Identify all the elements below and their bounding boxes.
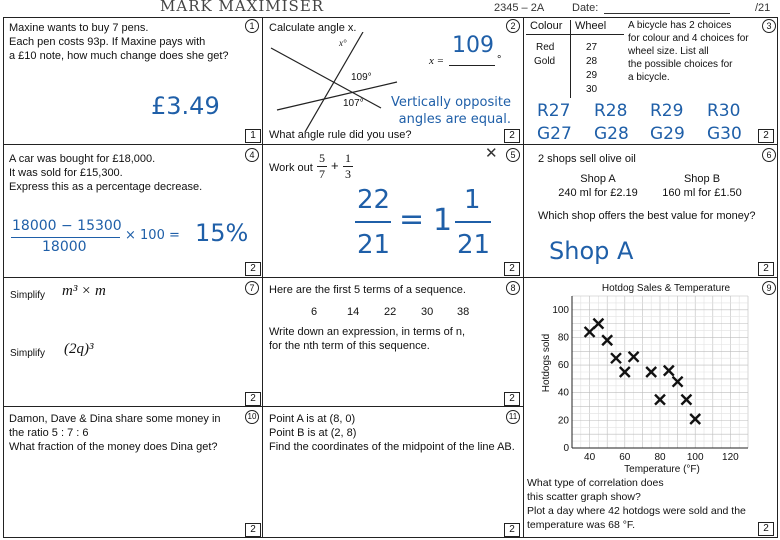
question-2-marks: 2 xyxy=(504,129,520,143)
answer-g30: G30 xyxy=(707,124,742,144)
question-10-text: Damon, Dave & Dina share some money in the ratio 5 : 7 : 6 What fraction of the money does Dina get? xyxy=(9,413,221,453)
question-1-number: 1 xyxy=(245,19,259,33)
question-9-marks: 2 xyxy=(758,522,774,536)
working-numerator: 18000 − 15300 xyxy=(12,218,122,234)
term-4: 30 xyxy=(421,306,434,318)
answer-r28: R28 xyxy=(594,101,628,121)
colour-red: Red xyxy=(536,42,555,53)
question-2-box xyxy=(262,17,524,145)
scatter-chart xyxy=(526,278,761,478)
term-5: 38 xyxy=(457,306,470,318)
answer-denominator: 21 xyxy=(357,230,391,260)
colour-gold: Gold xyxy=(534,56,556,67)
expression-1: m³ × m xyxy=(62,283,106,299)
date-line[interactable] xyxy=(604,13,730,14)
answer-line xyxy=(449,65,495,66)
term-2: 14 xyxy=(347,306,360,318)
question-6-answer: Shop A xyxy=(549,237,634,265)
term-1: 6 xyxy=(311,306,318,318)
question-8-marks: 2 xyxy=(504,392,520,406)
y-tick-label: 100 xyxy=(552,304,569,316)
answer-whole: 1 xyxy=(433,203,453,238)
question-11-marks: 2 xyxy=(504,523,520,537)
term-3: 22 xyxy=(384,306,397,318)
shop-b-offer: 160 ml for £1.50 xyxy=(662,187,742,199)
simplify-label-1: Simplify xyxy=(10,290,46,301)
y-axis-label: Hotdogs sold xyxy=(541,333,552,393)
chart-title: Hotdog Sales & Temperature xyxy=(601,283,731,294)
shop-a-offer: 240 ml for £2.19 xyxy=(558,187,638,199)
question-4-number: 4 xyxy=(245,148,259,162)
answer-equals: = xyxy=(399,202,425,237)
working-denominator: 18000 xyxy=(42,239,87,255)
question-10-box xyxy=(3,406,263,538)
answer-numerator: 22 xyxy=(357,185,391,215)
fraction-1-numerator: 5 xyxy=(319,151,325,165)
question-11-box xyxy=(262,406,524,538)
question-7-marks: 2 xyxy=(245,392,261,406)
worksheet-code: 2345 – 2A xyxy=(494,2,545,14)
question-10-marks: 2 xyxy=(245,523,261,537)
question-5-marks: 2 xyxy=(504,262,520,276)
question-8-question: Write down an expression, in terms of n, for the nth term of this sequence. xyxy=(269,326,466,352)
question-9-number: 9 xyxy=(762,281,776,295)
question-1-text: Maxine wants to buy 7 pens. Each pen costs 93p. If Maxine pays with a £10 note, how much change does she get? xyxy=(9,22,229,62)
working-multiply: × 100 = xyxy=(125,228,180,243)
fraction-2-numerator: 1 xyxy=(345,151,351,165)
expression-2: (2q)³ xyxy=(64,341,94,357)
y-tick-label: 20 xyxy=(557,415,569,427)
question-4-box xyxy=(3,144,263,278)
question-2-question: What angle rule did you use? xyxy=(269,129,412,141)
question-7-box xyxy=(3,277,263,407)
simplify-label-2: Simplify xyxy=(10,348,46,359)
shop-b-name: Shop B xyxy=(683,173,721,185)
y-tick-label: 40 xyxy=(557,387,569,399)
question-7-number: 7 xyxy=(245,281,259,295)
question-8-number: 8 xyxy=(506,281,520,295)
colour-header: Colour xyxy=(530,20,563,32)
degree-symbol: ° xyxy=(497,54,502,66)
shop-a-name: Shop A xyxy=(580,173,616,185)
wheel-28: 28 xyxy=(586,56,598,67)
question-2-reason: Vertically opposite angles are equal. xyxy=(391,95,511,127)
question-3-box xyxy=(523,17,778,145)
question-4-text: A car was bought for £18,000. It was sold for £15,300. Express this as a percentage decrease. xyxy=(9,153,203,193)
answer-g28: G28 xyxy=(594,124,629,144)
answer-g27: G27 xyxy=(537,124,572,144)
y-tick-label: 60 xyxy=(557,360,569,372)
x-axis-label: Temperature (°F) xyxy=(624,464,700,475)
question-3-text: A bicycle has 2 choices for colour and 4 choices for wheel size. List all the possible choices for a bicycle. xyxy=(628,20,749,83)
x-tick-label: 80 xyxy=(654,452,666,463)
question-2-answer: 109 xyxy=(452,33,494,58)
question-4-answer: 15% xyxy=(195,219,249,247)
chart-grid xyxy=(572,296,748,448)
angle-diagram xyxy=(269,32,399,132)
question-4-marks: 2 xyxy=(245,262,261,276)
close-icon[interactable]: ✕ xyxy=(485,145,498,162)
x-tick-label: 100 xyxy=(686,452,704,463)
question-8-intro: Here are the first 5 terms of a sequence. xyxy=(269,284,466,296)
question-1-box xyxy=(3,17,263,145)
question-9-question: What type of correlation does this scatter graph show? Plot a day where 42 hotdogs were sold and the temperature was 68 °F. xyxy=(527,477,746,531)
fraction-1-denominator: 7 xyxy=(319,167,325,181)
question-2-number: 2 xyxy=(506,19,520,33)
question-6-marks: 2 xyxy=(758,262,774,276)
wheel-29: 29 xyxy=(586,70,598,81)
x-tick-labels xyxy=(584,452,739,463)
question-3-number: 3 xyxy=(762,19,776,33)
angle-107-label: 107° xyxy=(343,98,364,109)
question-2-prompt: Calculate angle x. xyxy=(269,22,357,34)
answer-2-numerator: 1 xyxy=(464,185,481,215)
question-11-number: 11 xyxy=(506,410,520,424)
x-equals-label: x = xyxy=(429,55,445,67)
question-8-box xyxy=(262,277,524,407)
question-3-marks: 2 xyxy=(758,129,774,143)
question-10-number: 10 xyxy=(245,410,259,424)
wheel-30: 30 xyxy=(586,84,598,95)
y-tick-label: 0 xyxy=(563,443,569,454)
x-tick-label: 40 xyxy=(584,452,596,463)
table-divider xyxy=(570,20,571,98)
table-header-rule xyxy=(526,34,624,35)
question-5-box xyxy=(262,144,524,278)
question-6-intro: 2 shops sell olive oil xyxy=(538,153,636,165)
answer-r29: R29 xyxy=(650,101,684,121)
wheel-27: 27 xyxy=(586,42,598,53)
question-1-marks: 1 xyxy=(245,129,261,143)
wheel-header: Wheel xyxy=(575,20,607,32)
question-9-box xyxy=(523,277,778,538)
answer-2-denominator: 21 xyxy=(457,230,491,260)
work-out-label: Work out xyxy=(269,162,313,174)
answer-fraction-bar xyxy=(355,221,391,223)
worksheet-title: MARK MAXIMISER xyxy=(160,0,325,15)
question-5-number: 5 xyxy=(506,148,520,162)
answer-r27: R27 xyxy=(537,101,571,121)
angle-x-label: x° xyxy=(339,38,347,48)
total-marks: /21 xyxy=(755,2,771,14)
fraction-2-denominator: 3 xyxy=(345,167,351,181)
question-6-box xyxy=(523,144,778,278)
x-tick-label: 120 xyxy=(722,452,739,463)
angle-109-label: 109° xyxy=(351,72,372,83)
question-6-question: Which shop offers the best value for money? xyxy=(538,210,756,222)
question-1-answer: £3.49 xyxy=(151,92,220,120)
answer-2-fraction-bar xyxy=(455,221,491,223)
x-tick-label: 60 xyxy=(619,452,631,463)
question-6-number: 6 xyxy=(762,148,776,162)
y-tick-label: 80 xyxy=(557,332,569,344)
plus-sign: + xyxy=(331,158,339,173)
date-label: Date: xyxy=(572,2,599,14)
answer-g29: G29 xyxy=(650,124,685,144)
y-tick-labels xyxy=(552,305,569,454)
answer-r30: R30 xyxy=(707,101,741,121)
working-fraction-bar xyxy=(11,237,120,238)
question-11-text: Point A is at (8, 0) Point B is at (2, 8) Find the coordinates of the midpoint of the line AB. xyxy=(269,413,515,453)
